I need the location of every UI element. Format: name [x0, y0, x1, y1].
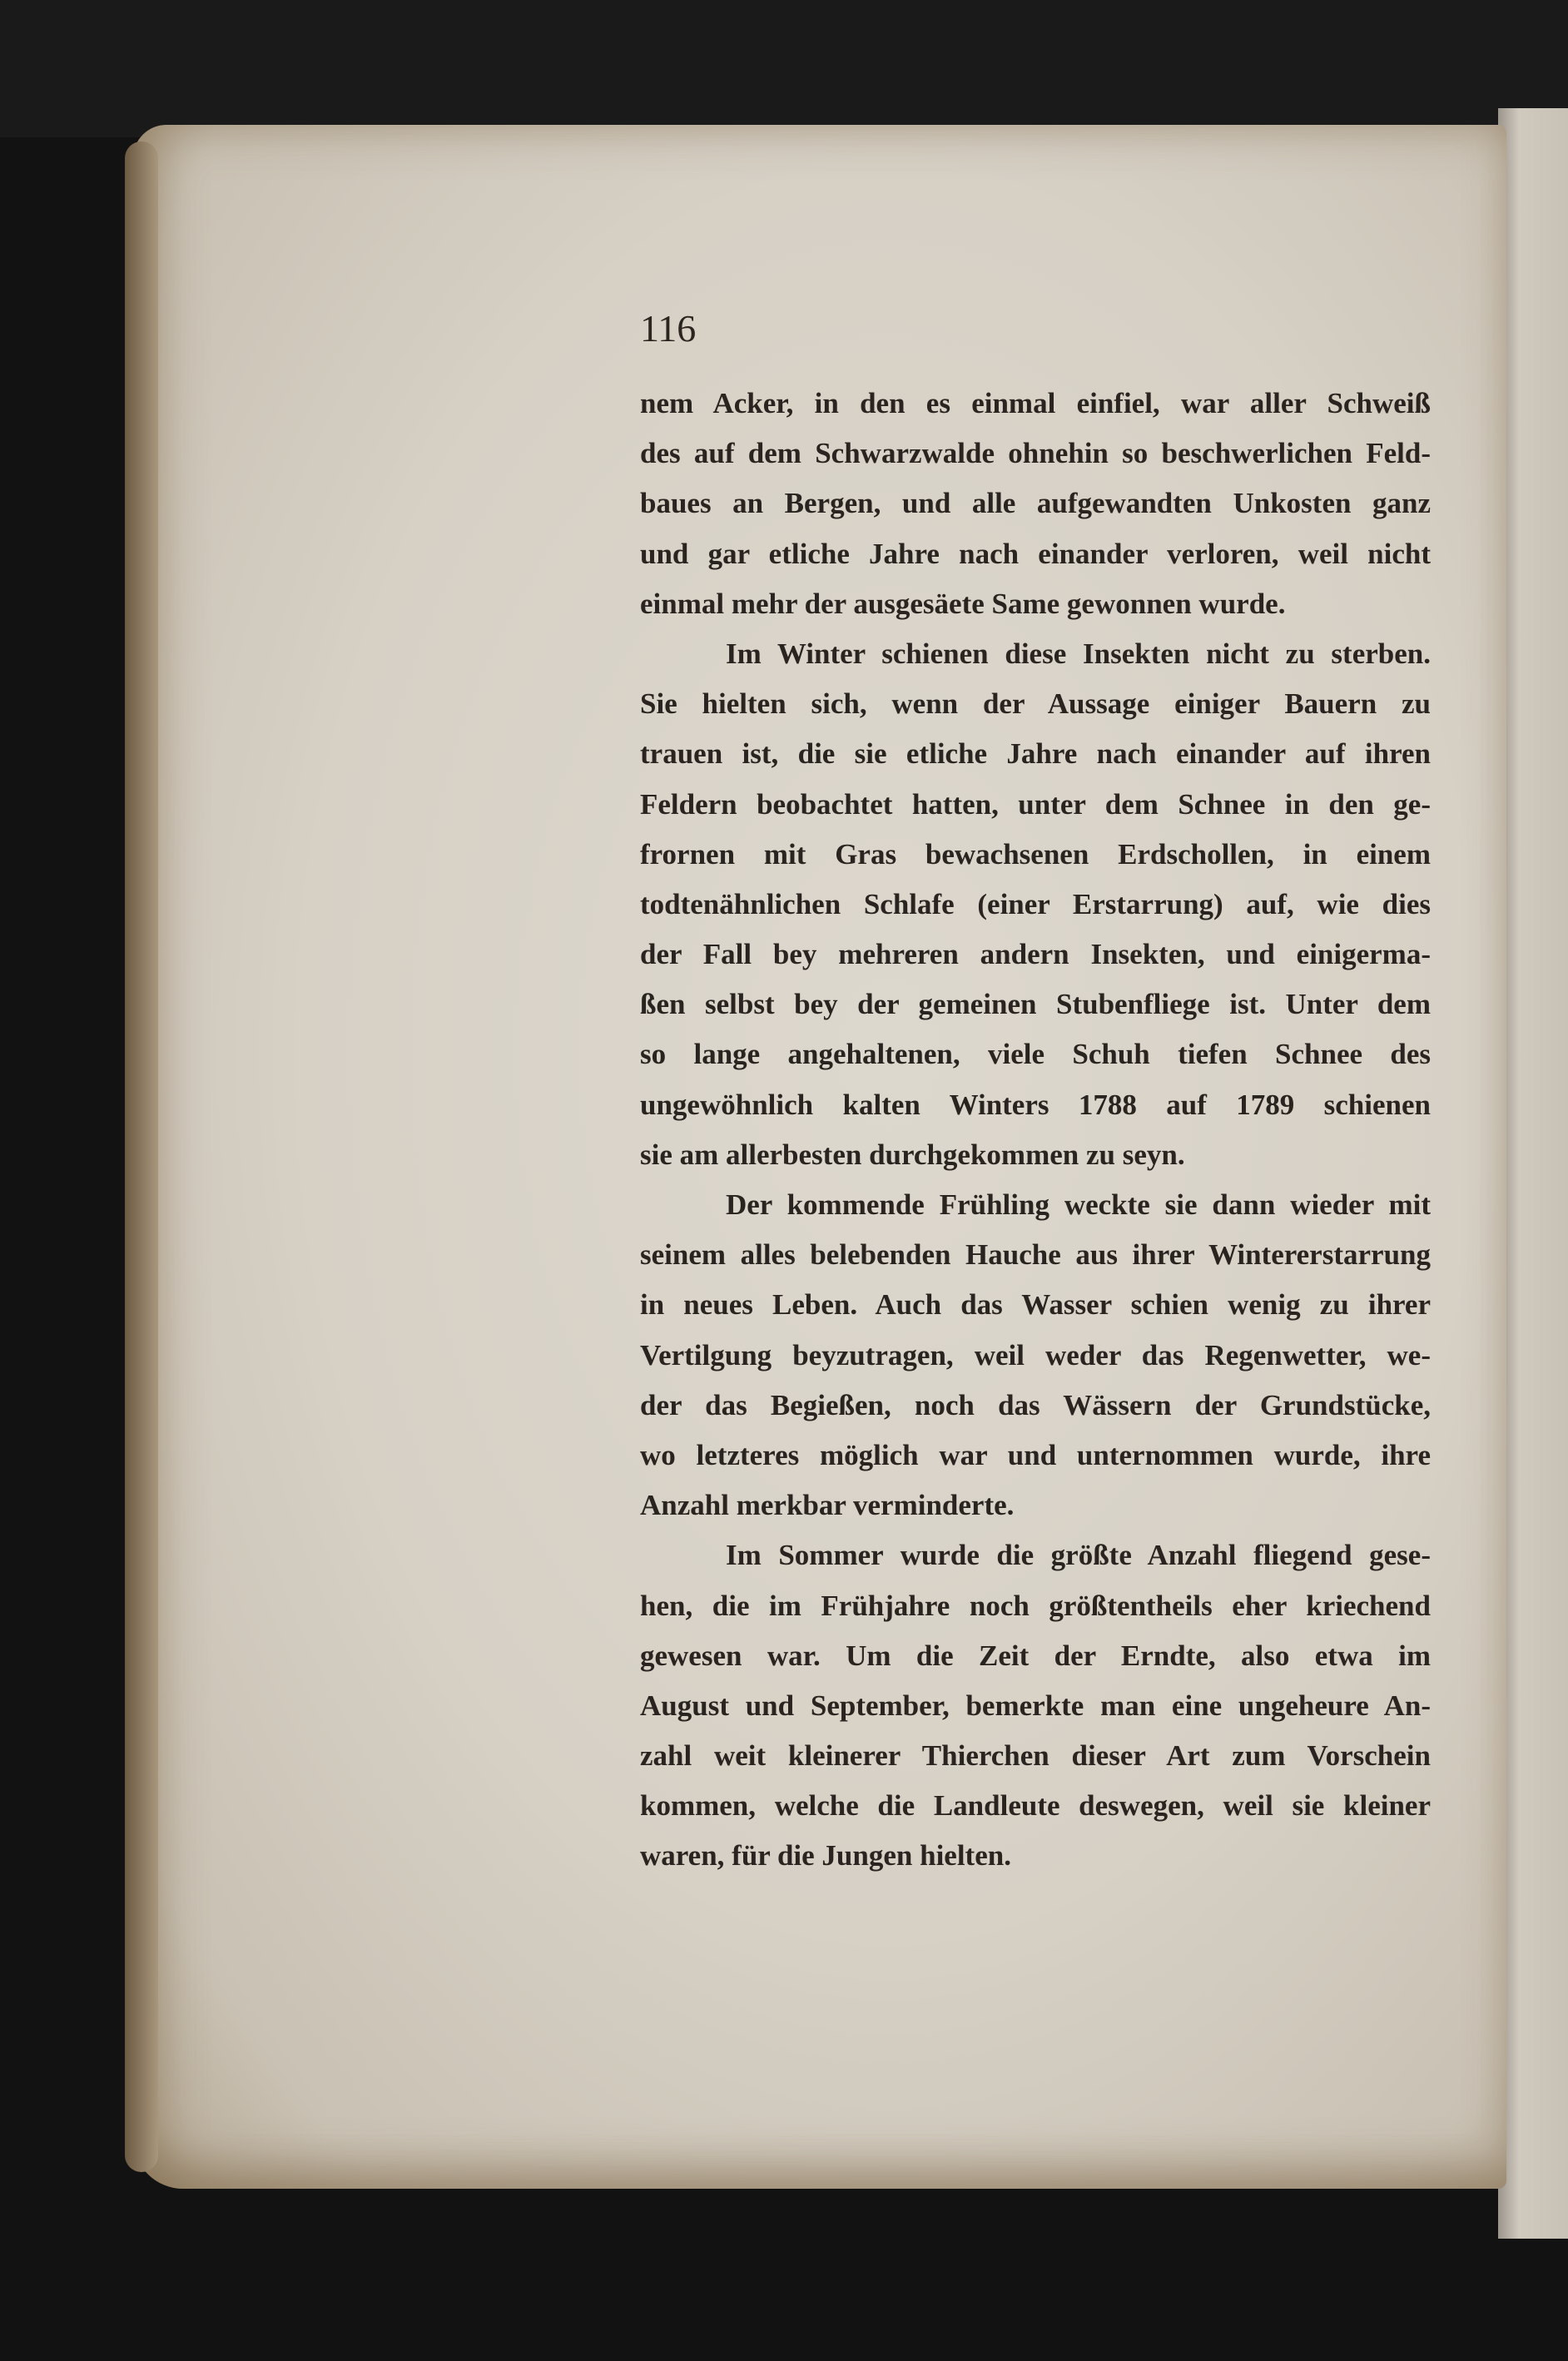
text-line: wo letzteres möglich war und unternommen wurde, ihre [640, 1438, 1431, 1471]
text-line: Im Winter schienen diese Insekten nicht zu sterben. [726, 637, 1431, 670]
text-line: Der kommende Frühling weckte sie dann wieder mit [726, 1188, 1431, 1221]
text-line: seinem alles belebenden Hauche aus ihrer Wintererstarrung [640, 1238, 1431, 1272]
text-line: einmal mehr der ausgesäete Same gewonnen wurde. [640, 587, 1286, 620]
text-line: ungewöhnlich kalten Winters 1788 auf 1789 schienen [640, 1088, 1431, 1121]
text-line: in neues Leben. Auch das Wasser schien wenig zu ihrer [640, 1288, 1431, 1322]
page-edge-shadow [125, 141, 158, 2172]
text-line: des auf dem Schwarzwalde ohnehin so beschwerlichen Feld- [640, 437, 1431, 470]
text-line: ßen selbst bey der gemeinen Stubenfliege ist. Unter dem [640, 988, 1431, 1021]
text-line: trauen ist, die sie etliche Jahre nach einander auf ihren [640, 737, 1431, 771]
text-line: Anzahl merkbar verminderte. [640, 1489, 1015, 1522]
text-line: Sie hielten sich, wenn der Aussage einiger Bauern zu [640, 687, 1431, 721]
text-line: und gar etliche Jahre nach einander verloren, weil nicht [640, 537, 1431, 570]
text-line: frornen mit Gras bewachsenen Erdschollen, in einem [640, 837, 1431, 870]
text-line: Im Sommer wurde die größte Anzahl fliegend gese- [726, 1539, 1431, 1572]
text-line: Vertilgung beyzutragen, weil weder das Regenwetter, we- [640, 1338, 1431, 1371]
text-line: sie am allerbesten durchgekommen zu seyn. [640, 1138, 1185, 1171]
page-number: 116 [640, 307, 697, 350]
text-line: baues an Bergen, und alle aufgewandten Unkosten ganz [640, 487, 1431, 520]
text-line: nem Acker, in den es einmal einfiel, war aller Schweiß [640, 387, 1431, 419]
text-line: zahl weit kleinerer Thierchen dieser Art zum Vorschein [640, 1739, 1431, 1773]
text-line: so lange angehaltenen, viele Schuh tiefen Schnee des [640, 1038, 1431, 1071]
text-line: der Fall bey mehreren andern Insekten, und einigerma- [640, 938, 1431, 971]
facing-page-edge [1498, 108, 1568, 2239]
text-line: gewesen war. Um die Zeit der Erndte, also etwa im [640, 1639, 1431, 1672]
text-line: August und September, bemerkte man eine ungeheure An- [640, 1689, 1431, 1722]
text-line: waren, für die Jungen hielten. [640, 1839, 1011, 1872]
text-line: todtenähnlichen Schlafe (einer Erstarrung) auf, wie dies [640, 887, 1431, 920]
text-line: hen, die im Frühjahre noch größtentheils eher kriechend [640, 1589, 1431, 1622]
body-text [640, 379, 1431, 1882]
text-line: der das Begießen, noch das Wässern der Grundstücke, [640, 1388, 1431, 1421]
text-line: kommen, welche die Landleute deswegen, weil sie kleiner [640, 1789, 1431, 1823]
text-line: Feldern beobachtet hatten, unter dem Schnee in den ge- [640, 787, 1431, 821]
background-top [0, 0, 1568, 137]
